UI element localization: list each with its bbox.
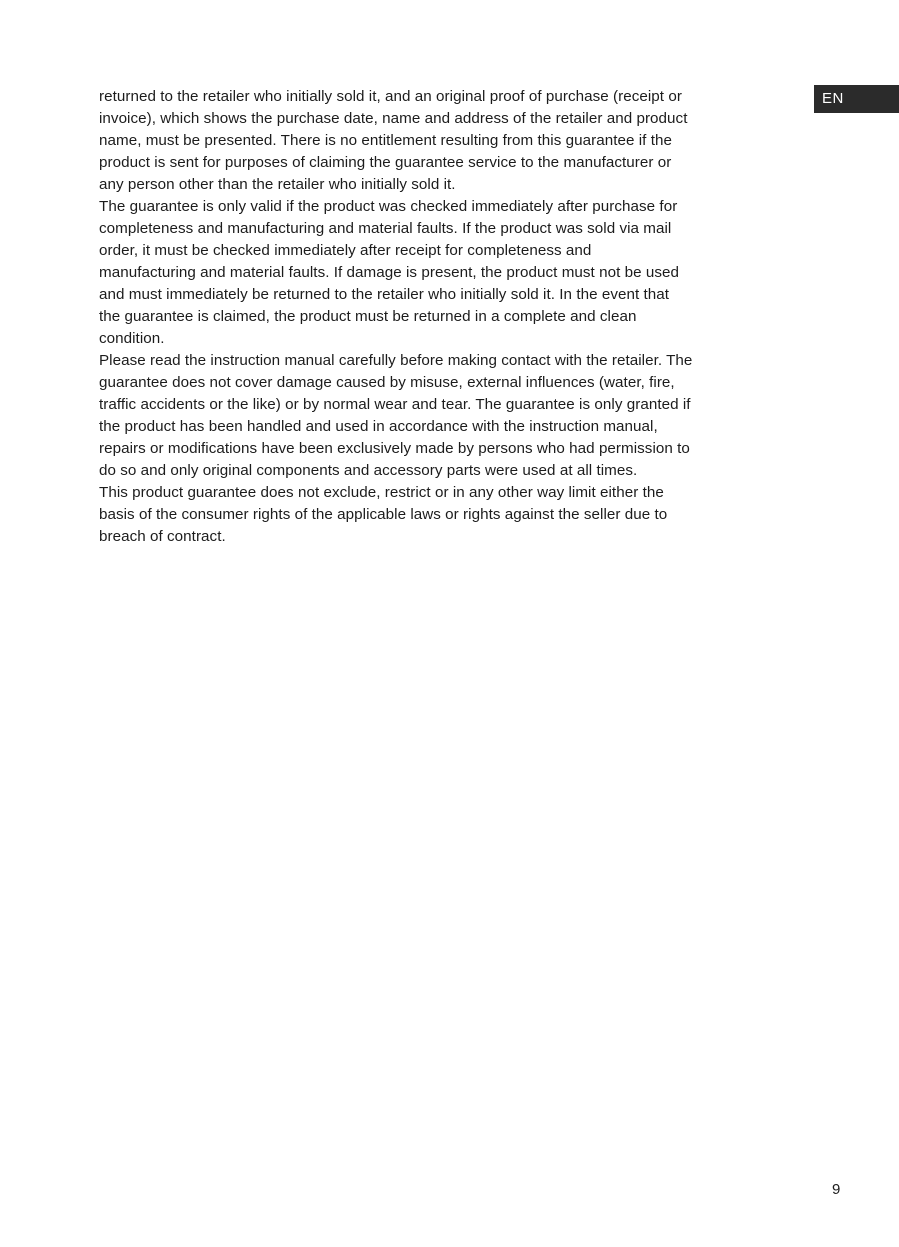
text-line: repairs or modifications have been exclusively made by persons who had permission to (99, 440, 690, 457)
text-line: condition. (99, 330, 165, 347)
text-line: the guarantee is claimed, the product must be returned in a complete and clean (99, 308, 637, 325)
text-line: breach of contract. (99, 528, 226, 545)
text-line: and must immediately be returned to the retailer who initially sold it. In the event that (99, 286, 670, 303)
text-line: order, it must be checked immediately after receipt for completeness and (99, 242, 592, 259)
text-line: traffic accidents or the like) or by normal wear and tear. The guarantee is only granted if (99, 396, 691, 413)
text-line: This product guarantee does not exclude, restrict or in any other way limit either the (99, 484, 664, 501)
text-line: returned to the retailer who initially sold it, and an original proof of purchase (receipt or (99, 88, 682, 105)
page-number: 9 (832, 1181, 841, 1198)
text-line: any person other than the retailer who initially sold it. (99, 176, 456, 193)
text-line: do so and only original components and accessory parts were used at all times. (99, 462, 638, 479)
text-line: invoice), which shows the purchase date, name and address of the retailer and product (99, 110, 688, 127)
text-line: The guarantee is only valid if the product was checked immediately after purchase for (99, 198, 678, 215)
guarantee-text (99, 86, 811, 548)
text-line: basis of the consumer rights of the applicable laws or rights against the seller due to (99, 506, 668, 523)
text-line: manufacturing and material faults. If damage is present, the product must not be used (99, 264, 680, 281)
text-line: the product has been handled and used in accordance with the instruction manual, (99, 418, 658, 435)
text-line: Please read the instruction manual carefully before making contact with the retailer. The (99, 352, 693, 369)
text-line: product is sent for purposes of claiming the guarantee service to the manufacturer or (99, 154, 672, 171)
language-tab: EN (814, 85, 899, 113)
text-line: name, must be presented. There is no entitlement resulting from this guarantee if the (99, 132, 672, 149)
text-line: guarantee does not cover damage caused by misuse, external influences (water, fire, (99, 374, 675, 391)
text-line: completeness and manufacturing and material faults. If the product was sold via mail (99, 220, 672, 237)
